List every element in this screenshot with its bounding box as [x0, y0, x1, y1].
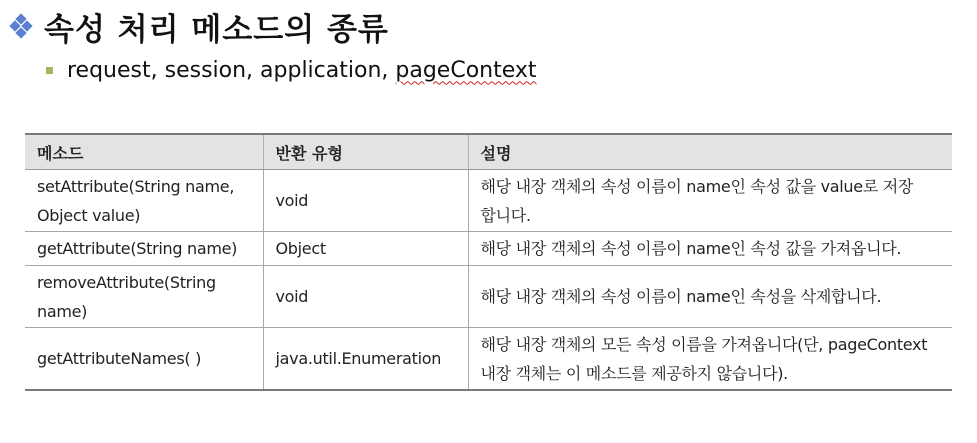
description-cell — [468, 328, 952, 391]
header-return-type: 반환 유형 — [263, 134, 468, 170]
page-title: 속성 처리 메소드의 종류 — [44, 11, 389, 48]
description-line: 해당 내장 객체의 모든 속성 이름을 가져옵니다(단, pageContext — [480, 334, 928, 354]
title-row — [8, 4, 389, 48]
method-line: removeAttribute(String — [37, 272, 216, 292]
method-cell — [25, 266, 263, 328]
header-description: 설명 — [468, 134, 952, 170]
method-line: name) — [37, 301, 88, 321]
subtitle-prefix: request, session, application, — [67, 57, 396, 83]
header-method: 메소드 — [25, 134, 263, 170]
diamond-cluster-icon — [8, 13, 34, 39]
return-type-cell: java.util.Enumeration — [263, 328, 468, 391]
description-cell: 해당 내장 객체의 속성 이름이 name인 속성 값을 가져옵니다. — [468, 232, 952, 266]
method-cell: getAttribute(String name) — [25, 232, 263, 266]
return-type-cell: void — [263, 170, 468, 232]
square-bullet-icon — [46, 67, 53, 74]
method-cell — [25, 170, 263, 232]
table-row — [25, 328, 952, 391]
description-line: 합니다. — [480, 205, 531, 225]
table-row — [25, 232, 952, 266]
table-row — [25, 170, 952, 232]
table-header-row — [25, 134, 952, 170]
description-cell: 해당 내장 객체의 속성 이름이 name인 속성을 삭제합니다. — [468, 266, 952, 328]
return-type-cell: void — [263, 266, 468, 328]
description-line: 내장 객체는 이 메소드를 제공하지 않습니다). — [480, 363, 788, 383]
subtitle-text — [67, 58, 537, 83]
description-line: 해당 내장 객체의 속성 이름이 name인 속성 값을 value로 저장 — [480, 176, 914, 196]
table-row — [25, 266, 952, 328]
description-cell — [468, 170, 952, 232]
subtitle-spellcheck-word: pageContext — [395, 57, 537, 83]
subtitle-row — [46, 54, 537, 86]
method-line: setAttribute(String name, — [37, 176, 235, 196]
return-type-cell: Object — [263, 232, 468, 266]
method-line: Object value) — [37, 205, 141, 225]
method-cell: getAttributeNames( ) — [25, 328, 263, 391]
attribute-methods-table — [25, 133, 952, 391]
